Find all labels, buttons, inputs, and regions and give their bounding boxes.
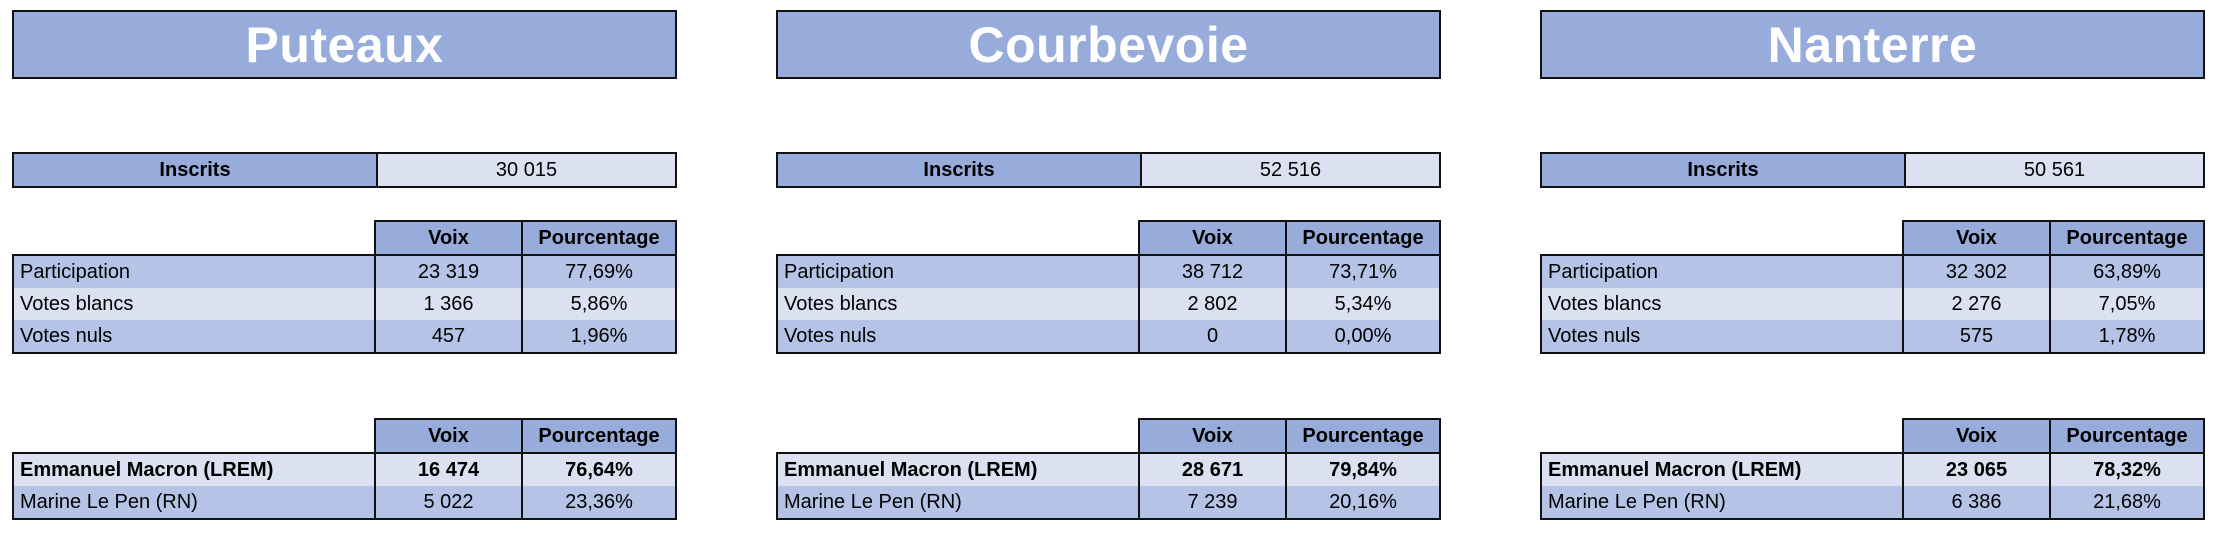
inscrits-value: 50 561: [1906, 154, 2203, 186]
candidates-table: [12, 452, 677, 520]
candidates-table: [1540, 452, 2205, 520]
macron-row: [778, 454, 1439, 486]
participation-row: [14, 256, 675, 288]
row-label: Marine Le Pen (RN): [778, 486, 1140, 518]
blancs-row: [1542, 288, 2203, 320]
row-label: Votes blancs: [14, 288, 376, 320]
pct-cell: 21,68%: [2093, 490, 2161, 513]
pourcentage-header: Pourcentage: [523, 420, 675, 452]
nuls-row: [14, 320, 675, 352]
participation-row: [1542, 256, 2203, 288]
participation-table-header: [1902, 220, 2205, 254]
pct-cell: 7,05%: [2098, 292, 2156, 315]
macron-row: [1542, 454, 2203, 486]
voix-header: Voix: [1140, 420, 1287, 452]
voix-cell: 23 319: [376, 256, 523, 288]
pct-cell: 77,69%: [565, 260, 633, 283]
voix-cell: 23 065: [1904, 454, 2051, 486]
inscrits-label: Inscrits: [14, 154, 378, 186]
voix-cell: 38 712: [1140, 256, 1287, 288]
participation-table: [12, 254, 677, 354]
voix-header: Voix: [1140, 222, 1287, 254]
macron-row: [14, 454, 675, 486]
row-label: Emmanuel Macron (LREM): [1542, 454, 1904, 486]
lepen-row: [778, 486, 1439, 518]
pourcentage-header: Pourcentage: [1287, 420, 1439, 452]
candidates-table: [776, 452, 1441, 520]
row-label: Marine Le Pen (RN): [1542, 486, 1904, 518]
participation-table: [1540, 254, 2205, 354]
voix-cell: 457: [376, 320, 523, 352]
row-label: Votes blancs: [1542, 288, 1904, 320]
voix-cell: 5 022: [376, 486, 523, 518]
pourcentage-header: Pourcentage: [2051, 420, 2203, 452]
commune-title: Courbevoie: [776, 10, 1441, 79]
pct-cell: 0,00%: [1334, 324, 1392, 347]
voix-cell: 575: [1904, 320, 2051, 352]
pct-cell: 79,84%: [1329, 458, 1397, 481]
blancs-row: [778, 288, 1439, 320]
row-label: Votes nuls: [14, 320, 376, 352]
voix-cell: 32 302: [1904, 256, 2051, 288]
pct-cell: 76,64%: [565, 458, 633, 481]
pourcentage-header: Pourcentage: [2051, 222, 2203, 254]
commune-title: Nanterre: [1540, 10, 2205, 79]
voix-cell: 0: [1140, 320, 1287, 352]
voix-cell: 2 802: [1140, 288, 1287, 320]
row-label: Votes blancs: [778, 288, 1140, 320]
pct-cell: 78,32%: [2093, 458, 2161, 481]
voix-cell: 2 276: [1904, 288, 2051, 320]
inscrits-value: 52 516: [1142, 154, 1439, 186]
lepen-row: [1542, 486, 2203, 518]
blancs-row: [14, 288, 675, 320]
inscrits-row: [776, 152, 1441, 188]
voix-cell: 16 474: [376, 454, 523, 486]
row-label: Participation: [778, 256, 1140, 288]
pourcentage-header: Pourcentage: [1287, 222, 1439, 254]
candidates-table-header: [1138, 418, 1441, 452]
row-label: Votes nuls: [1542, 320, 1904, 352]
participation-row: [778, 256, 1439, 288]
pct-cell: 1,78%: [2098, 324, 2156, 347]
pct-cell: 5,34%: [1334, 292, 1392, 315]
voix-header: Voix: [1904, 420, 2051, 452]
participation-table-header: [1138, 220, 1441, 254]
voix-cell: 6 386: [1904, 486, 2051, 518]
voix-header: Voix: [1904, 222, 2051, 254]
inscrits-value: 30 015: [378, 154, 675, 186]
lepen-row: [14, 486, 675, 518]
candidates-table-header: [1902, 418, 2205, 452]
commune-panel-puteaux: [12, 0, 677, 538]
inscrits-row: [12, 152, 677, 188]
pourcentage-header: Pourcentage: [523, 222, 675, 254]
voix-header: Voix: [376, 222, 523, 254]
participation-table: [776, 254, 1441, 354]
row-label: Participation: [1542, 256, 1904, 288]
row-label: Emmanuel Macron (LREM): [14, 454, 376, 486]
inscrits-row: [1540, 152, 2205, 188]
nuls-row: [1542, 320, 2203, 352]
candidates-table-header: [374, 418, 677, 452]
pct-cell: 5,86%: [570, 292, 628, 315]
commune-panel-courbevoie: [776, 0, 1441, 538]
nuls-row: [778, 320, 1439, 352]
pct-cell: 1,96%: [570, 324, 628, 347]
pct-cell: 63,89%: [2093, 260, 2161, 283]
commune-panel-nanterre: [1540, 0, 2205, 538]
participation-table-header: [374, 220, 677, 254]
row-label: Marine Le Pen (RN): [14, 486, 376, 518]
row-label: Participation: [14, 256, 376, 288]
voix-cell: 1 366: [376, 288, 523, 320]
inscrits-label: Inscrits: [778, 154, 1142, 186]
voix-cell: 7 239: [1140, 486, 1287, 518]
voix-header: Voix: [376, 420, 523, 452]
row-label: Votes nuls: [778, 320, 1140, 352]
commune-title: Puteaux: [12, 10, 677, 79]
row-label: Emmanuel Macron (LREM): [778, 454, 1140, 486]
pct-cell: 23,36%: [565, 490, 633, 513]
pct-cell: 20,16%: [1329, 490, 1397, 513]
voix-cell: 28 671: [1140, 454, 1287, 486]
pct-cell: 73,71%: [1329, 260, 1397, 283]
inscrits-label: Inscrits: [1542, 154, 1906, 186]
